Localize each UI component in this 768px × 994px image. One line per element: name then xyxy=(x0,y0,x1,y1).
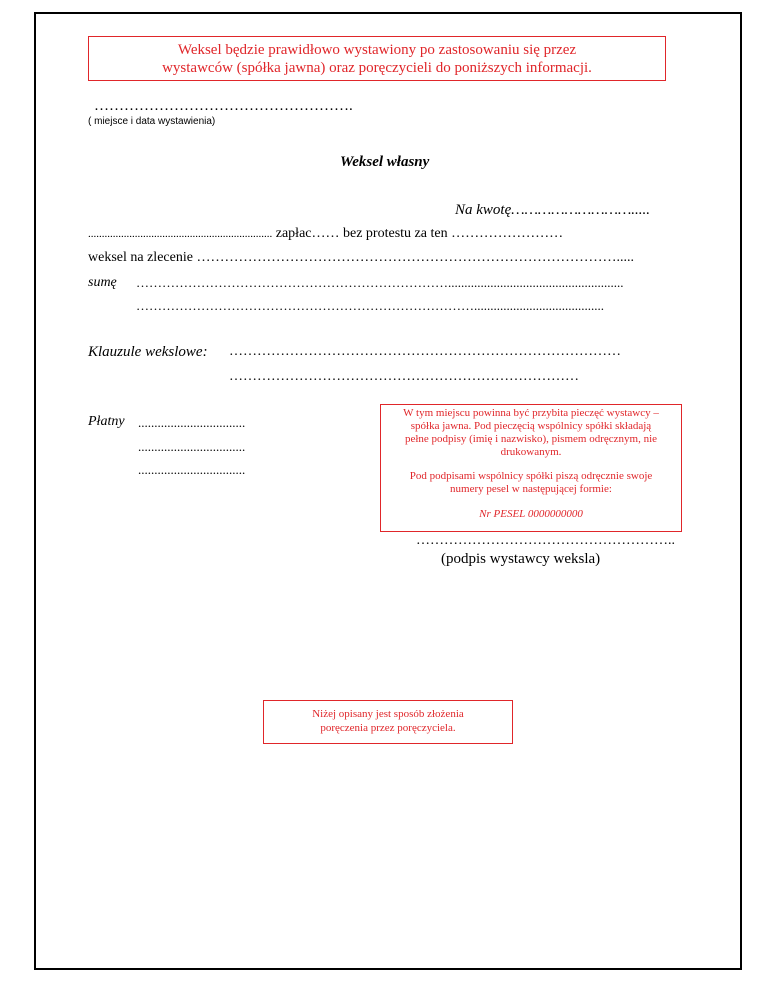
document-title: Weksel własny xyxy=(340,154,430,170)
sum-line-2: ……………………………………………………………………........................................ xyxy=(136,298,604,313)
place-date-caption: ( miejsce i data wystawienia) xyxy=(88,116,216,127)
pesel-example: Nr PESEL 0000000000 xyxy=(479,508,583,520)
top-notice-line-2: wystawców (spółka jawna) oraz poręczycieli do poniższych informacji. xyxy=(162,60,592,76)
place-date-dots: ……………………………………………. xyxy=(94,98,353,114)
signature-dots: ……………………………………………….. xyxy=(416,533,675,548)
stamp-note-box xyxy=(380,404,682,532)
pay-dots-right: …………………… xyxy=(451,226,564,241)
guarantee-note-line-1: Niżej opisany jest sposób złożenia xyxy=(312,708,464,720)
pay-text-2: bez protestu za ten xyxy=(343,226,448,241)
payer-label: Płatny xyxy=(88,414,125,429)
amount-label: Na kwotę xyxy=(455,202,512,218)
sum-label: sumę xyxy=(88,275,117,290)
stamp-note-line-3: pełne podpisy (imię i nazwisko), pismem odręcznym, nie xyxy=(404,433,658,445)
stamp-note-line-4: drukowanym. xyxy=(500,446,562,458)
order-dots: ………………………………………………………………………………..... xyxy=(196,250,634,265)
pay-dots-mid: …… xyxy=(311,226,340,241)
clauses-line-2: ………………………………………………………………… xyxy=(229,369,579,384)
order-line xyxy=(88,250,634,266)
clauses-label: Klauzule wekslowe: xyxy=(88,344,208,360)
stamp-note-line-2: spółka jawna. Pod pieczęcią wspólnicy spółki składają xyxy=(410,420,652,432)
clauses-line-1: ………………………………………………………………………… xyxy=(229,344,621,359)
stamp-note-line-5: Pod podpisami wspólnicy spółki piszą odręcznie swoje xyxy=(409,470,653,482)
pay-text: zapłac xyxy=(275,226,312,241)
order-label: weksel na zlecenie xyxy=(88,250,193,265)
pay-dots-left: ................................................................... xyxy=(88,228,273,240)
top-notice-box xyxy=(88,36,666,81)
signature-caption: (podpis wystawcy weksla) xyxy=(441,551,601,567)
stamp-note-line-6: numery pesel w następującej formie: xyxy=(450,483,612,495)
payer-line-3: ................................. xyxy=(138,462,246,477)
top-notice-line-1: Weksel będzie prawidłowo wystawiony po zastosowaniu się przez xyxy=(177,42,577,58)
guarantee-note-line-2: poręczenia przez poręczyciela. xyxy=(320,722,456,734)
stamp-note-line-1: W tym miejscu powinna być przybita pieczęć wystawcy – xyxy=(403,407,659,419)
amount-line xyxy=(455,202,650,219)
payer-line-2: ................................. xyxy=(138,439,246,454)
sum-line-1: ………………………………………………………………...................................................... xyxy=(136,275,624,290)
pay-line xyxy=(88,226,563,242)
amount-dots: ………………………..... xyxy=(511,202,651,218)
payer-line-1: ................................. xyxy=(138,415,246,430)
guarantee-note-box xyxy=(263,700,513,744)
